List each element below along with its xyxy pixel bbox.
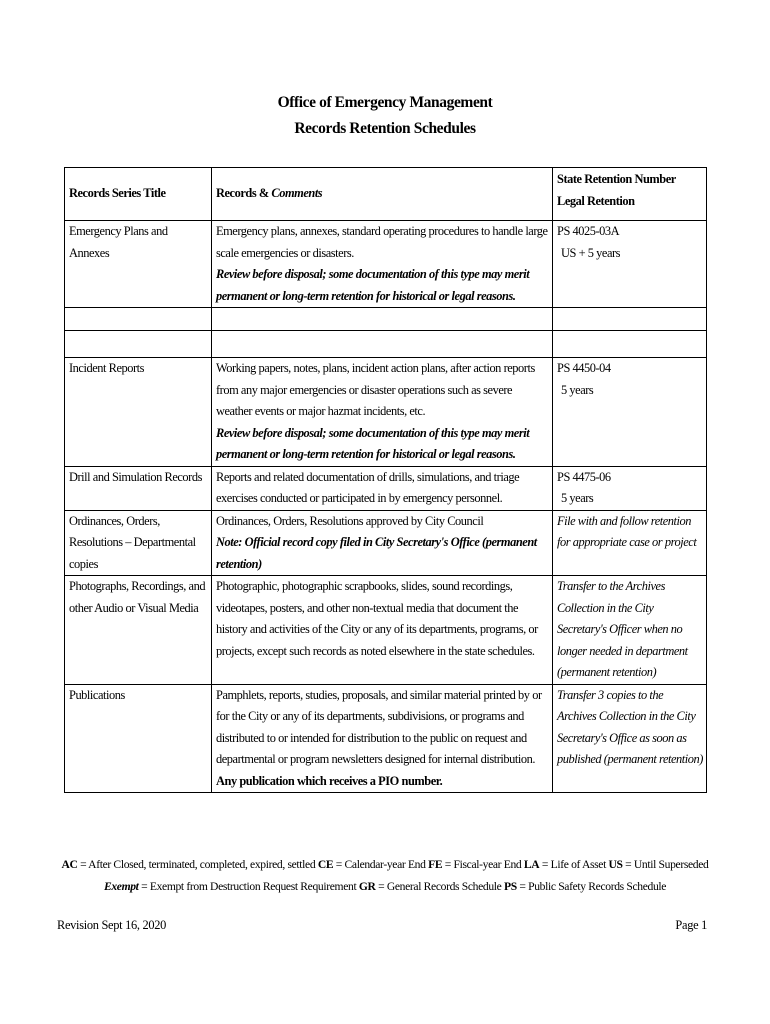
records-cell: Ordinances, Orders, Resolutions approved by City Council Note: Official record copy filed in City Secretary's Office (permanent retention) <box>212 510 553 576</box>
series-title-cell: Publications <box>65 684 212 793</box>
records-cell: Emergency plans, annexes, standard operating procedures to handle large scale emergencies or disasters. Review before disposal; some documentation of this type may merit permanent or long-term retention for historical or legal reasons. <box>212 221 553 308</box>
records-cell: Working papers, notes, plans, incident action plans, after action reports from any major emergencies or disaster operations such as severe weather events or major hazmat incidents, etc. Review before disposal; some documentation of this type may merit permanent or long-term retention for historical or legal reasons. <box>212 358 553 467</box>
header-series-title: Records Series Title <box>65 168 212 221</box>
spacer-row <box>65 331 707 358</box>
document-title: Office of Emergency Management <box>277 94 493 111</box>
header-records-comments: Records & Comments <box>212 168 553 221</box>
header-state-retention: State Retention Number Legal Retention <box>553 168 707 221</box>
series-title-cell: Photographs, Recordings, and other Audio or Visual Media <box>65 576 212 685</box>
table-row <box>65 466 707 510</box>
table-row <box>65 510 707 576</box>
retention-cell: Transfer to the Archives Collection in the City Secretary's Officer when no longer needed in department (permanent retention) <box>553 576 707 685</box>
document-subtitle: Records Retention Schedules <box>294 120 476 137</box>
abbreviation-legend-line2: Exempt = Exempt from Destruction Request Requirement GR = General Records Schedule PS = Public Safety Records Schedule <box>103 880 667 893</box>
records-cell: Photographic, photographic scrapbooks, slides, sound recordings, videotapes, posters, and other non-textual media that document the history and activities of the City or any of its departments, programs, or projects, except such records as noted elsewhere in the state schedules. <box>212 576 553 685</box>
table-row <box>65 221 707 308</box>
series-title-cell: Drill and Simulation Records <box>65 466 212 510</box>
table-row <box>65 358 707 467</box>
series-title-cell: Ordinances, Orders, Resolutions – Departmental copies <box>65 510 212 576</box>
retention-cell: PS 4025-03A US + 5 years <box>553 221 707 308</box>
retention-cell: File with and follow retention for appropriate case or project <box>553 510 707 576</box>
table-header-row <box>65 168 707 221</box>
retention-schedule-table <box>64 167 707 793</box>
series-title-cell: Emergency Plans and Annexes <box>65 221 212 308</box>
series-title-cell: Incident Reports <box>65 358 212 467</box>
table-row <box>65 576 707 685</box>
abbreviation-legend-line1: AC = After Closed, terminated, completed, expired, settled CE = Calendar-year End FE = Fiscal-year End LA = Life of Asset US = Until Superseded <box>61 858 709 871</box>
retention-cell: PS 4475-06 5 years <box>553 466 707 510</box>
retention-cell: PS 4450-04 5 years <box>553 358 707 467</box>
blank-row <box>65 308 707 331</box>
revision-date: Revision Sept 16, 2020 <box>57 918 167 932</box>
records-cell: Pamphlets, reports, studies, proposals, and similar material printed by or for the City or any of its departments, subdivisions, or programs and distributed to or intended for distribution to the public on request and departmental or program newsletters designed for internal distribution. Any publication which receives a PIO number. <box>212 684 553 793</box>
records-cell: Reports and related documentation of drills, simulations, and triage exercises conducted or participated in by emergency personnel. <box>212 466 553 510</box>
page-number: Page 1 <box>675 918 707 932</box>
table-row <box>65 684 707 793</box>
retention-cell: Transfer 3 copies to the Archives Collection in the City Secretary's Office as soon as published (permanent retention) <box>553 684 707 793</box>
